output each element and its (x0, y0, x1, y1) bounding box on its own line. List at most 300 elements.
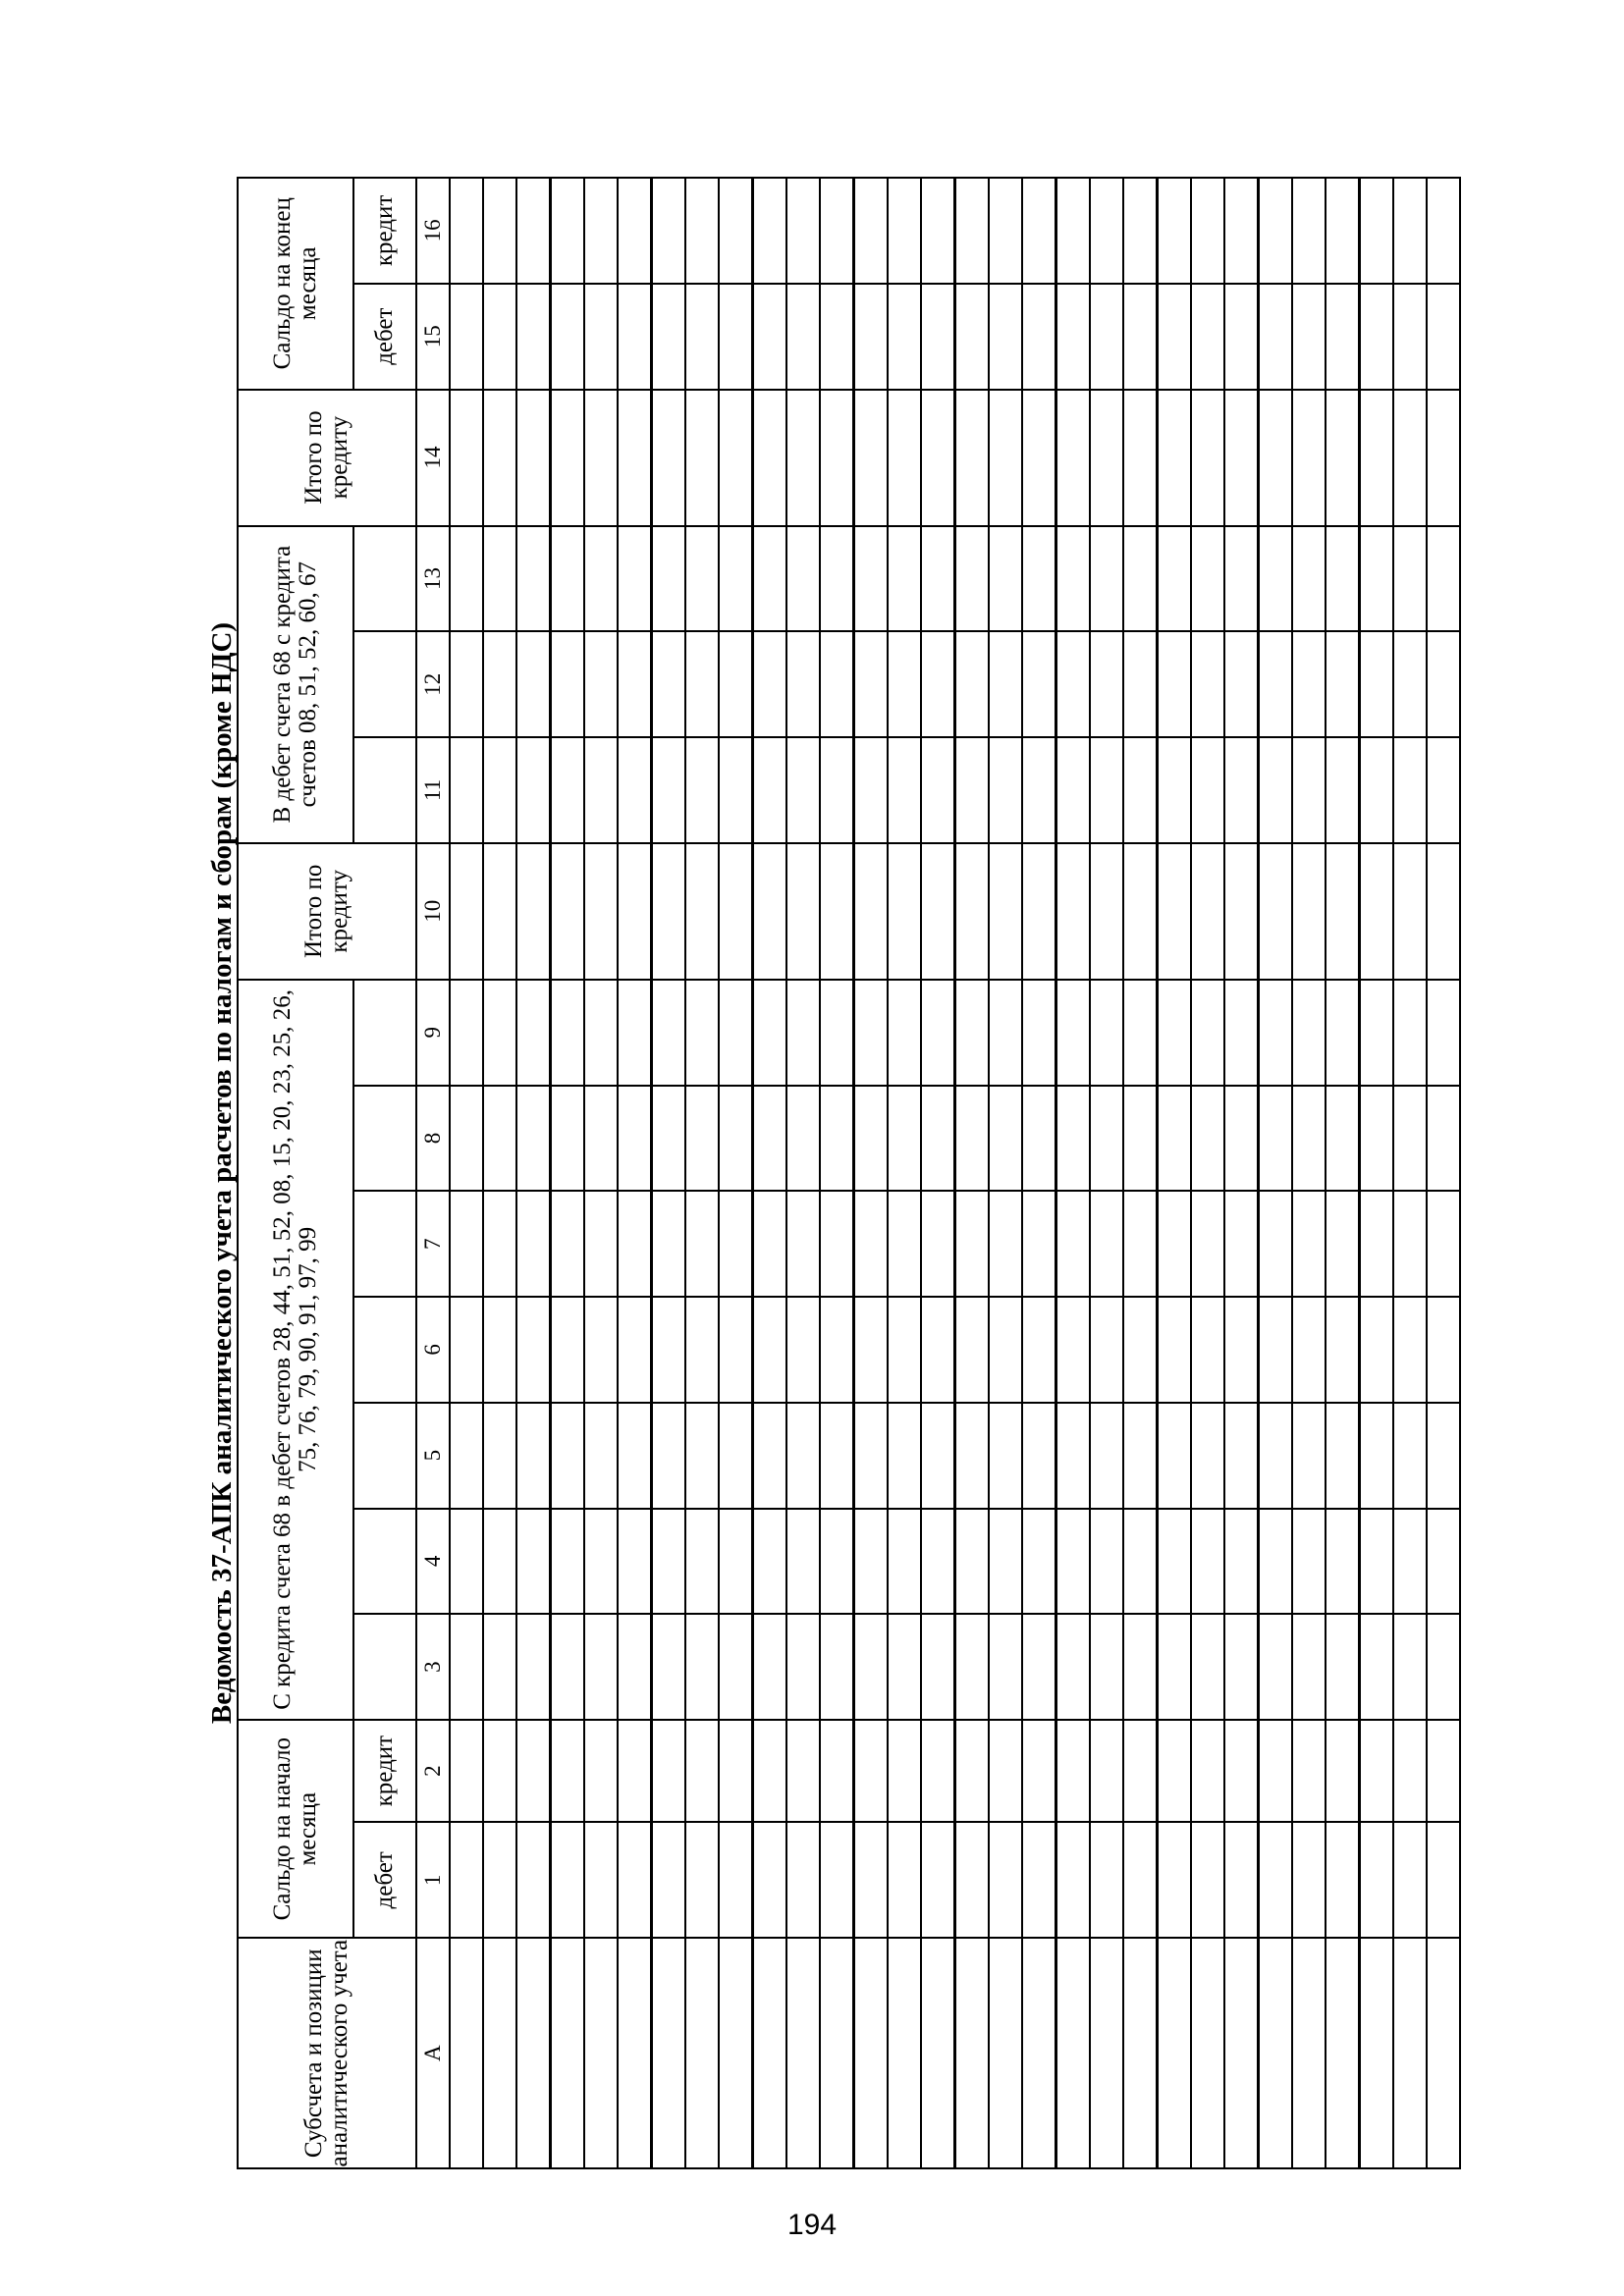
table-cell[interactable] (1360, 1822, 1394, 1938)
table-cell[interactable] (1393, 1614, 1427, 1720)
table-cell[interactable] (989, 1086, 1022, 1192)
table-cell[interactable] (786, 631, 820, 737)
table-cell[interactable] (1224, 1822, 1259, 1938)
table-cell[interactable] (719, 1191, 753, 1297)
table-cell[interactable] (820, 178, 854, 284)
table-cell[interactable] (888, 980, 921, 1086)
table-cell[interactable] (786, 1297, 820, 1403)
table-cell[interactable] (1056, 1297, 1091, 1403)
table-cell[interactable] (551, 1191, 585, 1297)
table-cell[interactable] (685, 390, 719, 526)
table-cell[interactable] (1224, 1297, 1259, 1403)
table-cell[interactable] (921, 1938, 955, 2168)
table-cell[interactable] (820, 737, 854, 843)
table-cell[interactable] (652, 1297, 686, 1403)
table-cell[interactable] (584, 1720, 618, 1822)
table-cell[interactable] (1292, 1403, 1326, 1509)
table-cell[interactable] (1427, 843, 1460, 980)
table-cell[interactable] (854, 1086, 889, 1192)
table-cell[interactable] (516, 1720, 551, 1822)
table-cell[interactable] (719, 178, 753, 284)
table-cell[interactable] (1427, 1614, 1460, 1720)
table-cell[interactable] (854, 843, 889, 980)
table-cell[interactable] (1427, 1938, 1460, 2168)
table-cell[interactable] (888, 1086, 921, 1192)
table-cell[interactable] (1191, 843, 1224, 980)
table-cell[interactable] (1158, 980, 1192, 1086)
table-cell[interactable] (1090, 526, 1123, 632)
table-cell[interactable] (1326, 1403, 1360, 1509)
table-cell[interactable] (618, 526, 652, 632)
table-cell[interactable] (786, 1403, 820, 1509)
table-cell[interactable] (1123, 284, 1158, 390)
table-cell[interactable] (551, 526, 585, 632)
table-cell[interactable] (1326, 1614, 1360, 1720)
table-cell[interactable] (1259, 1938, 1293, 2168)
table-cell[interactable] (854, 526, 889, 632)
table-cell[interactable] (989, 1509, 1022, 1615)
table-cell[interactable] (1292, 178, 1326, 284)
table-cell[interactable] (1224, 980, 1259, 1086)
table-cell[interactable] (1393, 1938, 1427, 2168)
table-cell[interactable] (989, 737, 1022, 843)
table-cell[interactable] (1360, 1614, 1394, 1720)
table-cell[interactable] (1360, 1938, 1394, 2168)
table-cell[interactable] (1259, 980, 1293, 1086)
table-cell[interactable] (1191, 980, 1224, 1086)
table-cell[interactable] (1393, 178, 1427, 284)
table-cell[interactable] (1123, 526, 1158, 632)
table-cell[interactable] (1090, 1614, 1123, 1720)
table-cell[interactable] (584, 526, 618, 632)
table-cell[interactable] (1191, 631, 1224, 737)
table-cell[interactable] (955, 1614, 990, 1720)
table-cell[interactable] (1292, 1720, 1326, 1822)
table-cell[interactable] (1158, 737, 1192, 843)
table-cell[interactable] (820, 1509, 854, 1615)
table-cell[interactable] (450, 390, 483, 526)
table-cell[interactable] (955, 1720, 990, 1822)
table-cell[interactable] (1259, 843, 1293, 980)
table-cell[interactable] (854, 631, 889, 737)
table-cell[interactable] (753, 631, 787, 737)
table-cell[interactable] (1259, 1191, 1293, 1297)
table-cell[interactable] (551, 843, 585, 980)
table-cell[interactable] (1056, 178, 1091, 284)
table-cell[interactable] (1326, 1086, 1360, 1192)
table-cell[interactable] (989, 1720, 1022, 1822)
table-cell[interactable] (1224, 1086, 1259, 1192)
table-cell[interactable] (516, 1822, 551, 1938)
table-cell[interactable] (1360, 1297, 1394, 1403)
table-cell[interactable] (551, 737, 585, 843)
table-cell[interactable] (1022, 1509, 1056, 1615)
table-cell[interactable] (1090, 980, 1123, 1086)
table-cell[interactable] (1360, 1086, 1394, 1192)
table-cell[interactable] (854, 980, 889, 1086)
table-cell[interactable] (450, 284, 483, 390)
table-cell[interactable] (618, 843, 652, 980)
table-cell[interactable] (652, 980, 686, 1086)
table-cell[interactable] (989, 1297, 1022, 1403)
table-cell[interactable] (652, 284, 686, 390)
table-cell[interactable] (719, 843, 753, 980)
table-cell[interactable] (1022, 1614, 1056, 1720)
table-cell[interactable] (888, 1297, 921, 1403)
table-cell[interactable] (786, 980, 820, 1086)
table-cell[interactable] (551, 1403, 585, 1509)
table-cell[interactable] (888, 1614, 921, 1720)
table-cell[interactable] (1158, 843, 1192, 980)
table-cell[interactable] (685, 1086, 719, 1192)
table-cell[interactable] (1224, 1191, 1259, 1297)
table-cell[interactable] (450, 1614, 483, 1720)
table-cell[interactable] (1292, 1086, 1326, 1192)
table-cell[interactable] (1259, 1086, 1293, 1192)
table-cell[interactable] (888, 390, 921, 526)
table-cell[interactable] (652, 1191, 686, 1297)
table-cell[interactable] (753, 1614, 787, 1720)
table-cell[interactable] (854, 1720, 889, 1822)
table-cell[interactable] (989, 1403, 1022, 1509)
table-cell[interactable] (1292, 1191, 1326, 1297)
table-cell[interactable] (1326, 1822, 1360, 1938)
table-cell[interactable] (1393, 631, 1427, 737)
table-cell[interactable] (1326, 631, 1360, 737)
table-cell[interactable] (1090, 1191, 1123, 1297)
table-cell[interactable] (1090, 737, 1123, 843)
table-cell[interactable] (888, 1509, 921, 1615)
table-cell[interactable] (1326, 390, 1360, 526)
table-cell[interactable] (618, 1614, 652, 1720)
table-cell[interactable] (1056, 1086, 1091, 1192)
table-cell[interactable] (1158, 1297, 1192, 1403)
table-cell[interactable] (1191, 178, 1224, 284)
table-cell[interactable] (719, 526, 753, 632)
table-cell[interactable] (516, 1403, 551, 1509)
table-cell[interactable] (888, 526, 921, 632)
table-cell[interactable] (888, 1720, 921, 1822)
table-cell[interactable] (820, 284, 854, 390)
table-cell[interactable] (955, 1822, 990, 1938)
table-cell[interactable] (1123, 980, 1158, 1086)
table-cell[interactable] (1056, 284, 1091, 390)
table-cell[interactable] (1123, 1403, 1158, 1509)
table-cell[interactable] (1427, 526, 1460, 632)
table-cell[interactable] (483, 1509, 516, 1615)
table-cell[interactable] (786, 843, 820, 980)
table-cell[interactable] (1056, 843, 1091, 980)
table-cell[interactable] (516, 1614, 551, 1720)
table-cell[interactable] (1360, 631, 1394, 737)
table-cell[interactable] (786, 1938, 820, 2168)
table-cell[interactable] (989, 1191, 1022, 1297)
table-cell[interactable] (1158, 1403, 1192, 1509)
table-cell[interactable] (516, 284, 551, 390)
table-cell[interactable] (652, 1614, 686, 1720)
table-cell[interactable] (955, 737, 990, 843)
table-cell[interactable] (1022, 1086, 1056, 1192)
table-cell[interactable] (854, 284, 889, 390)
table-cell[interactable] (1326, 843, 1360, 980)
table-cell[interactable] (719, 1720, 753, 1822)
table-cell[interactable] (584, 1403, 618, 1509)
table-cell[interactable] (685, 284, 719, 390)
table-cell[interactable] (989, 284, 1022, 390)
table-cell[interactable] (719, 1509, 753, 1615)
table-cell[interactable] (786, 526, 820, 632)
table-cell[interactable] (483, 1297, 516, 1403)
table-cell[interactable] (1292, 1509, 1326, 1615)
table-cell[interactable] (753, 1403, 787, 1509)
table-cell[interactable] (1259, 1509, 1293, 1615)
table-cell[interactable] (1191, 1191, 1224, 1297)
table-cell[interactable] (1360, 1403, 1394, 1509)
table-cell[interactable] (820, 1614, 854, 1720)
table-cell[interactable] (516, 178, 551, 284)
table-cell[interactable] (516, 843, 551, 980)
table-cell[interactable] (618, 1822, 652, 1938)
table-cell[interactable] (685, 1191, 719, 1297)
table-cell[interactable] (921, 843, 955, 980)
table-cell[interactable] (1259, 178, 1293, 284)
table-cell[interactable] (1259, 1822, 1293, 1938)
table-cell[interactable] (1191, 1614, 1224, 1720)
table-cell[interactable] (921, 980, 955, 1086)
table-cell[interactable] (1158, 1086, 1192, 1192)
table-cell[interactable] (483, 1938, 516, 2168)
table-cell[interactable] (1191, 1086, 1224, 1192)
table-cell[interactable] (820, 1403, 854, 1509)
table-cell[interactable] (450, 1297, 483, 1403)
table-cell[interactable] (921, 1509, 955, 1615)
table-cell[interactable] (719, 631, 753, 737)
table-cell[interactable] (1191, 1509, 1224, 1615)
table-cell[interactable] (1022, 526, 1056, 632)
table-cell[interactable] (483, 1403, 516, 1509)
table-cell[interactable] (1427, 1403, 1460, 1509)
table-cell[interactable] (1056, 737, 1091, 843)
table-cell[interactable] (516, 1297, 551, 1403)
table-cell[interactable] (719, 1297, 753, 1403)
table-cell[interactable] (1393, 1720, 1427, 1822)
table-cell[interactable] (1123, 1297, 1158, 1403)
table-cell[interactable] (584, 1297, 618, 1403)
table-cell[interactable] (854, 178, 889, 284)
table-cell[interactable] (618, 1086, 652, 1192)
table-cell[interactable] (1090, 1403, 1123, 1509)
table-cell[interactable] (1427, 631, 1460, 737)
table-cell[interactable] (753, 1297, 787, 1403)
table-cell[interactable] (1292, 1822, 1326, 1938)
table-cell[interactable] (483, 631, 516, 737)
table-cell[interactable] (820, 1086, 854, 1192)
table-cell[interactable] (1022, 843, 1056, 980)
table-cell[interactable] (888, 1191, 921, 1297)
table-cell[interactable] (719, 1403, 753, 1509)
table-cell[interactable] (1427, 284, 1460, 390)
table-cell[interactable] (854, 1297, 889, 1403)
table-cell[interactable] (955, 1191, 990, 1297)
table-cell[interactable] (1158, 178, 1192, 284)
table-cell[interactable] (1022, 178, 1056, 284)
table-cell[interactable] (1360, 284, 1394, 390)
table-cell[interactable] (1326, 284, 1360, 390)
table-cell[interactable] (1259, 390, 1293, 526)
table-cell[interactable] (921, 1614, 955, 1720)
table-cell[interactable] (1123, 1720, 1158, 1822)
table-cell[interactable] (450, 980, 483, 1086)
table-cell[interactable] (1292, 980, 1326, 1086)
table-cell[interactable] (1224, 284, 1259, 390)
table-cell[interactable] (1022, 284, 1056, 390)
table-cell[interactable] (516, 1191, 551, 1297)
table-cell[interactable] (719, 1086, 753, 1192)
table-cell[interactable] (820, 980, 854, 1086)
table-cell[interactable] (450, 843, 483, 980)
table-cell[interactable] (1393, 980, 1427, 1086)
table-cell[interactable] (921, 631, 955, 737)
table-cell[interactable] (719, 390, 753, 526)
table-cell[interactable] (955, 1403, 990, 1509)
table-cell[interactable] (1191, 390, 1224, 526)
table-cell[interactable] (1158, 1614, 1192, 1720)
table-cell[interactable] (1427, 737, 1460, 843)
table-cell[interactable] (753, 1938, 787, 2168)
table-cell[interactable] (1224, 526, 1259, 632)
table-cell[interactable] (1022, 1403, 1056, 1509)
table-cell[interactable] (618, 1720, 652, 1822)
table-cell[interactable] (888, 1403, 921, 1509)
table-cell[interactable] (989, 178, 1022, 284)
table-cell[interactable] (1292, 1938, 1326, 2168)
table-cell[interactable] (854, 1822, 889, 1938)
table-cell[interactable] (551, 1297, 585, 1403)
table-cell[interactable] (719, 737, 753, 843)
table-cell[interactable] (1360, 1509, 1394, 1615)
table-cell[interactable] (955, 1297, 990, 1403)
table-cell[interactable] (820, 843, 854, 980)
table-cell[interactable] (685, 631, 719, 737)
table-cell[interactable] (685, 1720, 719, 1822)
table-cell[interactable] (1090, 1720, 1123, 1822)
table-cell[interactable] (921, 1403, 955, 1509)
table-cell[interactable] (1427, 390, 1460, 526)
table-cell[interactable] (1427, 1086, 1460, 1192)
table-cell[interactable] (1022, 737, 1056, 843)
table-cell[interactable] (1360, 1720, 1394, 1822)
table-cell[interactable] (551, 284, 585, 390)
table-cell[interactable] (753, 284, 787, 390)
table-cell[interactable] (1056, 1720, 1091, 1822)
table-cell[interactable] (1393, 1297, 1427, 1403)
table-cell[interactable] (551, 631, 585, 737)
table-cell[interactable] (1123, 390, 1158, 526)
table-cell[interactable] (1191, 737, 1224, 843)
table-cell[interactable] (1158, 1822, 1192, 1938)
table-cell[interactable] (1326, 1938, 1360, 2168)
table-cell[interactable] (1224, 390, 1259, 526)
table-cell[interactable] (1427, 1297, 1460, 1403)
table-cell[interactable] (551, 178, 585, 284)
table-cell[interactable] (921, 737, 955, 843)
table-cell[interactable] (1224, 1509, 1259, 1615)
table-cell[interactable] (618, 1509, 652, 1615)
table-cell[interactable] (1393, 284, 1427, 390)
table-cell[interactable] (685, 1938, 719, 2168)
table-cell[interactable] (1326, 1509, 1360, 1615)
table-cell[interactable] (516, 1086, 551, 1192)
table-cell[interactable] (1056, 1938, 1091, 2168)
table-cell[interactable] (652, 1720, 686, 1822)
table-cell[interactable] (483, 843, 516, 980)
table-cell[interactable] (1360, 1191, 1394, 1297)
table-cell[interactable] (719, 1822, 753, 1938)
table-cell[interactable] (1158, 1509, 1192, 1615)
table-cell[interactable] (753, 390, 787, 526)
table-cell[interactable] (753, 526, 787, 632)
table-cell[interactable] (1427, 1822, 1460, 1938)
table-cell[interactable] (1191, 284, 1224, 390)
table-cell[interactable] (1393, 1403, 1427, 1509)
table-cell[interactable] (854, 1509, 889, 1615)
table-cell[interactable] (1360, 390, 1394, 526)
table-cell[interactable] (483, 1614, 516, 1720)
table-cell[interactable] (1158, 1938, 1192, 2168)
table-cell[interactable] (1090, 390, 1123, 526)
table-cell[interactable] (685, 1822, 719, 1938)
table-cell[interactable] (719, 1614, 753, 1720)
table-cell[interactable] (921, 390, 955, 526)
table-cell[interactable] (1393, 843, 1427, 980)
table-cell[interactable] (955, 178, 990, 284)
table-cell[interactable] (685, 1297, 719, 1403)
table-cell[interactable] (1360, 737, 1394, 843)
table-cell[interactable] (786, 1191, 820, 1297)
table-cell[interactable] (989, 390, 1022, 526)
table-cell[interactable] (955, 390, 990, 526)
table-cell[interactable] (685, 1509, 719, 1615)
table-cell[interactable] (1292, 1297, 1326, 1403)
table-cell[interactable] (786, 1086, 820, 1192)
table-cell[interactable] (753, 980, 787, 1086)
table-cell[interactable] (1056, 1509, 1091, 1615)
table-cell[interactable] (854, 1191, 889, 1297)
table-cell[interactable] (1123, 1614, 1158, 1720)
table-cell[interactable] (888, 178, 921, 284)
table-cell[interactable] (1158, 1720, 1192, 1822)
table-cell[interactable] (1360, 980, 1394, 1086)
table-cell[interactable] (584, 1614, 618, 1720)
table-cell[interactable] (1259, 1403, 1293, 1509)
table-cell[interactable] (1224, 631, 1259, 737)
table-cell[interactable] (921, 1822, 955, 1938)
table-cell[interactable] (1090, 631, 1123, 737)
table-cell[interactable] (1056, 631, 1091, 737)
table-cell[interactable] (652, 1509, 686, 1615)
table-cell[interactable] (1123, 1191, 1158, 1297)
table-cell[interactable] (1393, 526, 1427, 632)
table-cell[interactable] (1056, 1403, 1091, 1509)
table-cell[interactable] (1022, 1191, 1056, 1297)
table-cell[interactable] (989, 1938, 1022, 2168)
table-cell[interactable] (1360, 843, 1394, 980)
table-cell[interactable] (618, 980, 652, 1086)
table-cell[interactable] (753, 1509, 787, 1615)
table-cell[interactable] (955, 631, 990, 737)
table-cell[interactable] (820, 526, 854, 632)
table-cell[interactable] (483, 980, 516, 1086)
